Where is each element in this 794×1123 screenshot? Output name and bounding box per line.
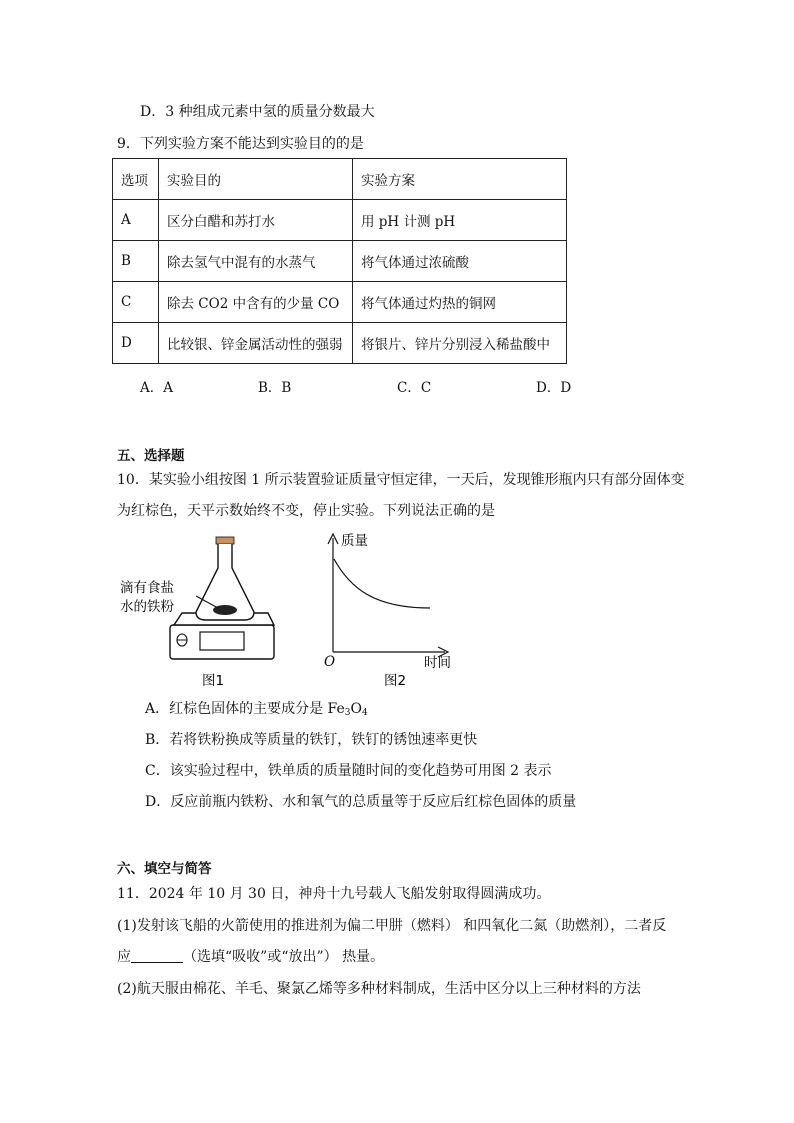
q11-part2: (2)航天服由棉花、羊毛、聚氯乙烯等多种材料制成，生活中区分以上三种材料的方法: [117, 981, 641, 997]
table-row: [113, 241, 567, 282]
q10-option-a: A．红棕色固体的主要成分是 $Fe_3O_4$: [145, 701, 368, 718]
table-cell: 除去 CO2 中含有的少量 CO: [159, 282, 353, 323]
table-row: [113, 323, 567, 364]
table-header-cell: 选项: [113, 159, 159, 200]
section-6-title: 六、填空与简答: [117, 861, 212, 877]
figure2-graph: [328, 534, 448, 657]
table-cell: C: [113, 282, 159, 323]
table-cell: 区分白醋和苏打水: [159, 200, 353, 241]
q9-choice-a: A．A: [140, 380, 173, 396]
table-row: [113, 200, 567, 241]
q10-stem-line2: 为红棕色，天平示数始终不变，停止实验。下列说法正确的是: [117, 503, 495, 519]
q10-stem-line1: 10．某实验小组按图 1 所示装置验证质量守恒定律，一天后，发现锥形瓶内只有部分固体变: [117, 472, 685, 488]
table-header-cell: 实验目的: [159, 159, 353, 200]
table-cell: 除去氢气中混有的水蒸气: [159, 241, 353, 282]
q8-option-d: D．3 种组成元素中氢的质量分数最大: [140, 104, 375, 120]
table-cell: 比较银、锌金属活动性的强弱: [159, 323, 353, 364]
q9-stem: 9．下列实验方案不能达到实验目的的是: [117, 136, 364, 152]
table-cell: D: [113, 323, 159, 364]
table-cell: 将气体通过浓硫酸: [353, 241, 567, 282]
q9-choice-c: C．C: [397, 380, 432, 396]
q10-figure: [112, 530, 472, 690]
q9-table: [112, 158, 567, 364]
table-cell: A: [113, 200, 159, 241]
q11-part1-line2: 应 （选填“吸收”或“放出”） 热量。: [117, 949, 385, 965]
figure2-y-axis-label: 质量: [341, 533, 368, 549]
q9-choice-b: B．B: [258, 380, 292, 396]
table-header-cell: 实验方案: [353, 159, 567, 200]
table-header-row: [113, 159, 567, 200]
table-cell: 将气体通过灼热的铜网: [353, 282, 567, 323]
section-5-title: 五、选择题: [117, 448, 185, 464]
answer-blank[interactable]: [131, 948, 183, 963]
table-row: [113, 282, 567, 323]
q10-option-d: D．反应前瓶内铁粉、水和氧气的总质量等于反应后红棕色固体的质量: [145, 794, 577, 810]
q9-choice-d: D．D: [536, 380, 572, 396]
q10-option-c: C．该实验过程中，铁单质的质量随时间的变化趋势可用图 2 表示: [145, 763, 552, 779]
q11-part1-line1: (1)发射该飞船的火箭使用的推进剂为偏二甲肼（燃料） 和四氧化二氮（助燃剂），二者反: [117, 918, 667, 934]
balance-apparatus: [170, 537, 274, 659]
q11-stem: 11．2024 年 10 月 30 日，神舟十九号载人飞船发射取得圆满成功。: [117, 886, 551, 902]
figure1-label-line1: 滴有食盐: [120, 580, 174, 596]
figure2-origin-label: O: [324, 654, 336, 670]
table-cell: B: [113, 241, 159, 282]
table-cell: 将银片、锌片分别浸入稀盐酸中: [353, 323, 567, 364]
figure1-caption: 图1: [202, 673, 225, 689]
figure2-x-axis-label: 时间: [424, 655, 451, 671]
q10-option-b: B．若将铁粉换成等质量的铁钉，铁钉的锈蚀速率更快: [145, 732, 478, 748]
table-cell: 用 pH 计测 pH: [353, 200, 567, 241]
figure2-caption: 图2: [384, 673, 407, 689]
figure1-label-line2: 水的铁粉: [120, 599, 174, 615]
